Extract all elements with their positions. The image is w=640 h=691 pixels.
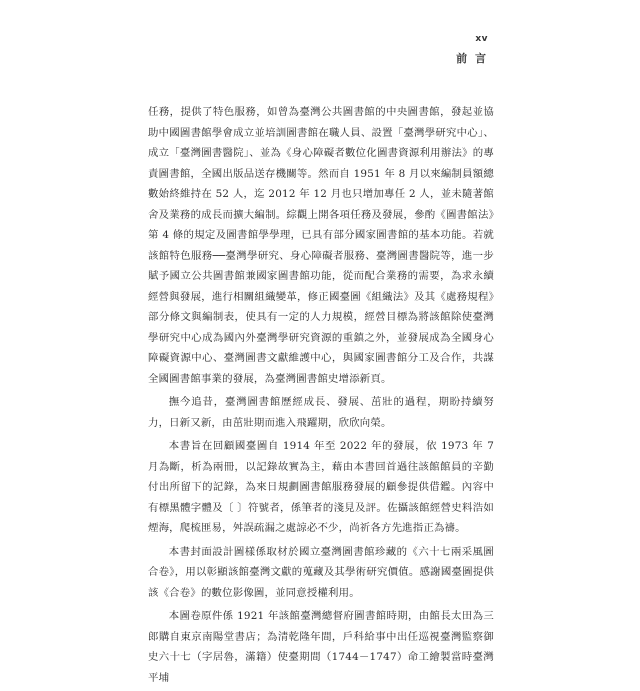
section-title: 前 言 xyxy=(456,52,488,65)
running-header xyxy=(456,34,488,66)
body-text xyxy=(148,102,494,691)
paragraph-2: 撫今追昔，臺灣圖書館歷經成長、發展、茁壯的過程，期盼持續努力，日新又新，由茁壯期而進入飛躍期，欣欣向榮。 xyxy=(148,396,494,429)
paragraph-4: 本書封面設計圖樣係取材於國立臺灣圖書館珍藏的《六十七兩采風圖合卷》，用以彰顯該館臺灣文獻的蒐藏及其學術研究價值。感謝國臺圖提供該《合卷》的數位影像圖，並同意授權利用。 xyxy=(148,545,494,599)
paragraph-3: 本書旨在回顧國臺圖自 1914 年至 2022 年的發展，依 1973 年 7 月為斷，析為兩冊，以記錄故實為主，藉由本書回首過往該館館員的辛勤付出所留下的記錄，為來日規劃圖書館服務發展的顧參提供借鑑。內容中有標黑體字體及〔 〕符號者，係筆者的淺見及評。佐攝該館經營史料浩如煙海，爬梳匪易，舛誤疏漏之處諒必不少，尚祈各方先進指正為禱。 xyxy=(148,440,494,534)
page-number: xv xyxy=(475,34,488,44)
paragraph-5: 本圖卷原件係 1921 年該館臺灣總督府圖書館時期，由館長太田為三郎購自東京南陽堂書店；為清乾隆年間，戶科給事中出任巡視臺灣監察御史六十七（字居魯，滿籍）使臺期間（1744－1747）命工繪製當時臺灣平埔 xyxy=(148,610,494,684)
paragraph-1: 任務，提供了特色服務，如曾為臺灣公共圖書館的中央圖書館，發起並協助中國圖書館學會成立並培訓圖書館在職人員、設置「臺灣學研究中心」、成立「臺灣圖書醫院」、並為《身心障礙者數位化圖書資源利用辦法》的專責圖書館，全國出版品送存機關等。然而自 1951 年 8 月以來編制員額總數始終維持在 52 人，迄 2012 年 12 月也只增加專任 2 人，並未隨著館舍及業務的成長而擴大編制。綜觀上開各項任務及發展，參酌《圖書館法》第 4 條的規定及圖書館學學理，已具有部分國家圖書館的基本功能。若就該館特色服務──臺灣學研究、身心障礙者服務、臺灣圖書醫院等，進一步賦予國立公共圖書館兼國家圖書館功能，從而配合業務的需要，為求永續經營與發展，進行相關組織變革，修正國臺圖《組織法》及其《處務規程》部分條文與編制表，使具有一定的人力規模，經營目標為將該館除使臺灣學研究中心成為國內外臺灣學研究資源的重鎮之外，並發展成為全國身心障礙資源中心、臺灣圖書文獻維護中心，與國家圖書館分工及合作，共謀全國圖書館事業的發展，為臺灣圖書館史增添新頁。 xyxy=(148,106,494,385)
